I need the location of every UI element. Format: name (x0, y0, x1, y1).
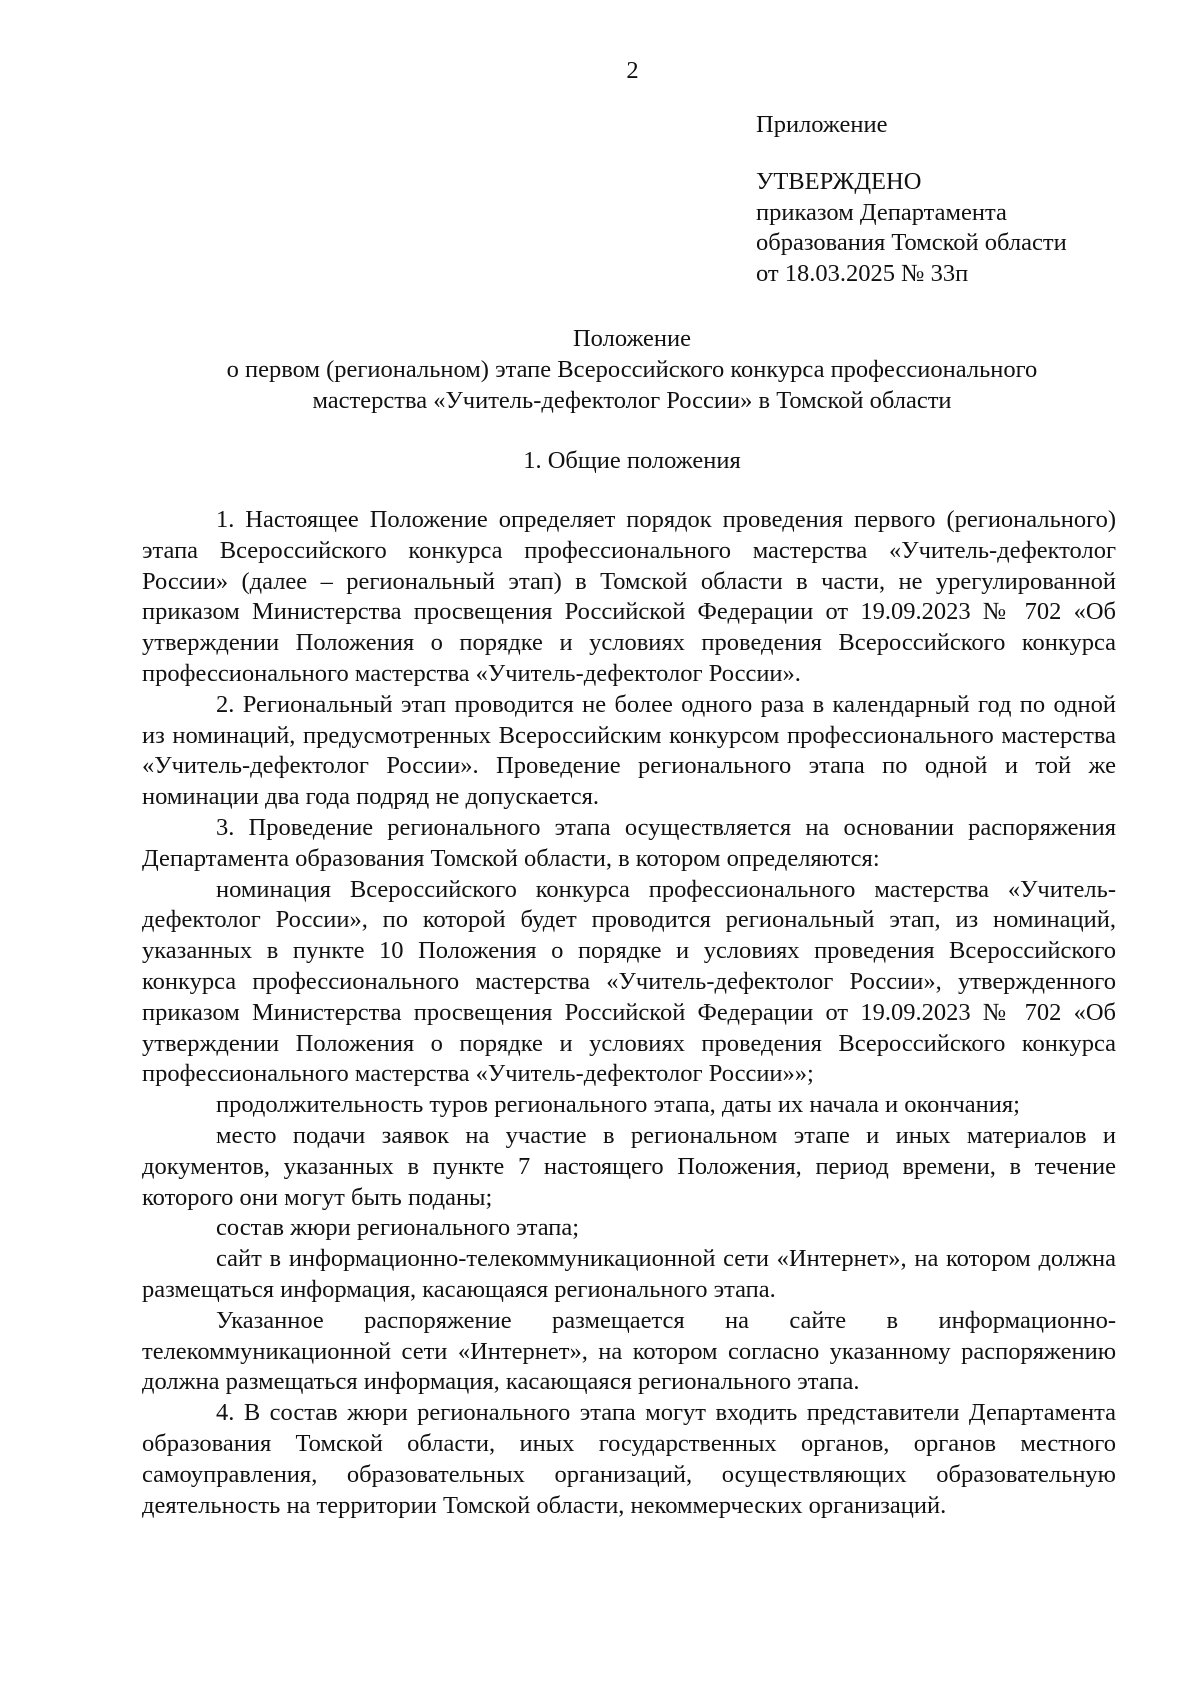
approval-line: от 18.03.2025 № 33п (756, 260, 969, 288)
paragraph: сайт в информационно-телекоммуникационной сети «Интернет», на котором должна размещаться информация, касающаяся регионального этапа. (142, 1245, 1116, 1303)
paragraph: состав жюри регионального этапа; (216, 1214, 580, 1242)
paragraph: место подачи заявок на участие в региональном этапе и иных материалов и документов, указанных в пункте 7 настоящего Положения, период времени, в течение которого они могут быть поданы; (142, 1121, 1116, 1211)
approval-line: образования Томской области (756, 229, 1067, 257)
approved-label: УТВЕРЖДЕНО (756, 167, 922, 195)
document-title (142, 324, 1122, 416)
paragraph: продолжительность туров регионального этапа, даты их начала и окончания; (216, 1091, 1020, 1119)
approval-block (756, 110, 1156, 290)
paragraph: 4. В состав жюри регионального этапа могут входить представители Департамента образования Томской области, иных государственных органов, органов местного самоуправления, образовательных организаций, осуществляющих образовательную деятельность на территории Томской области, некоммерческих организаций. (142, 1399, 1116, 1519)
approval-line: приказом Департамента (756, 198, 1007, 226)
body-text (142, 505, 1116, 1521)
page-number: 2 (626, 57, 639, 84)
section-heading: 1. Общие положения (523, 447, 741, 474)
paragraph: 3. Проведение регионального этапа осуществляется на основании распоряжения Департамента образования Томской области, в котором определяются: (142, 813, 1116, 872)
title-line: Положение (572, 325, 692, 352)
paragraph: 2. Региональный этап проводится не более одного раза в календарный год по одной из номинаций, предусмотренных Всероссийским конкурсом профессионального мастерства «Учитель-дефектолог России». Проведение регионального этапа по одной и той же номинации два года подряд не допускается. (142, 690, 1116, 811)
title-line: мастерства «Учитель-дефектолог России» в Томской области (312, 386, 952, 414)
paragraph: номинация Всероссийского конкурса профессионального мастерства «Учитель-дефектолог России», по которой будет проводится региональный этап, из номинаций, указанных в пункте 10 Положения о порядке и условиях проведения Всероссийского конкурса профессионального мастерства «Учитель-дефектолог России», утвержденного приказом Министерства просвещения Российской Федерации от 19.09.2023 № 702 «Об утверждении Положения о порядке и условиях проведения Всероссийского конкурса профессионального мастерства «Учитель-дефектолог России»»; (142, 875, 1116, 1088)
appendix-label: Приложение (756, 111, 888, 138)
paragraph: 1. Настоящее Положение определяет порядок проведения первого (регионального) этапа Всероссийского конкурса профессионального мастерства «Учитель-дефектолог России» (далее – региональный этап) в Томской области в части, не урегулированной приказом Министерства просвещения Российской Федерации от 19.09.2023 № 702 «Об утверждении Положения о порядке и условиях проведения Всероссийского конкурса профессионального мастерства «Учитель-дефектолог России». (142, 506, 1116, 687)
title-line: о первом (региональном) этапе Всероссийского конкурса профессионального (226, 355, 1038, 383)
paragraph: Указанное распоряжение размещается на сайте в информационно-телекоммуникационной сети «Интернет», на котором согласно указанному распоряжению должна размещаться информация, касающаяся регионального этапа. (142, 1306, 1116, 1396)
